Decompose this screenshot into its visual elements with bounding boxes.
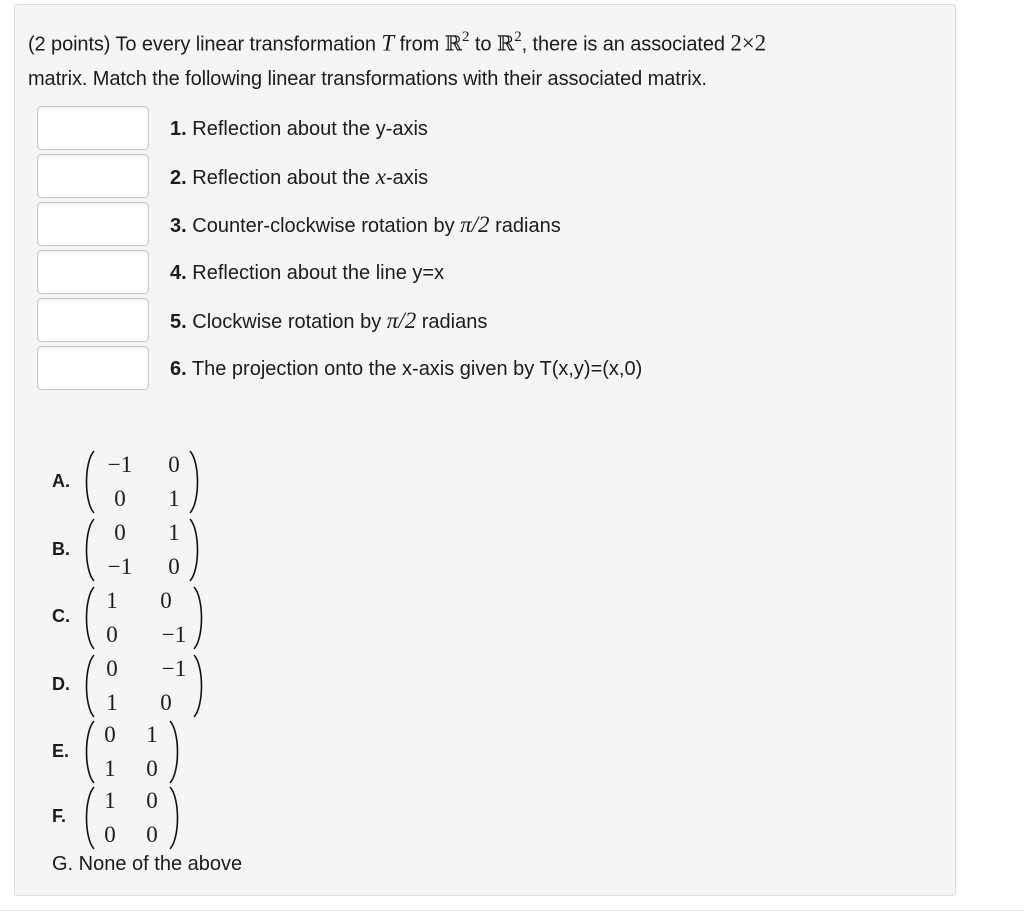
matrix-b-cell-11: 0 [114,520,126,545]
item-math: π/2 [386,308,417,333]
matrix-e-cell-21: 1 [104,756,116,781]
question-text-part-2: , there is an associated [521,33,725,56]
matrix-c-cell-22: −1 [161,622,187,647]
symbol-R-to: ℝ [496,31,515,56]
item-2 [170,164,428,191]
answer-input-4[interactable] [37,250,149,294]
item-3 [170,212,561,239]
matrix-b-cell-21: −1 [107,554,133,579]
exponent-from: 2 [462,29,470,45]
option-label-a: A. [52,471,70,491]
matrix-f-cell-22: 0 [146,822,158,847]
option-none-of-the-above: G. None of the above [52,853,243,875]
answer-input-2[interactable] [37,154,149,198]
matrix-e-cell-12: 1 [146,722,158,747]
question-text [28,22,928,96]
item-text: Reflection about the y-axis [192,118,428,140]
item-number: 3. [170,215,187,237]
matrix-e-cell-11: 0 [104,722,116,747]
item-math: π/2 [460,212,490,237]
matrix-f-cell-11: 1 [104,788,116,813]
symbol-R-from: ℝ [444,31,463,56]
page-divider [0,910,1024,911]
item-number: 6. [170,358,187,380]
matrix-d-cell-21: 1 [106,690,118,715]
matrix-b-cell-22: 0 [168,554,180,579]
item-text: The projection onto the x-axis given by T(x,y)=(x,0) [191,358,643,380]
item-text-pre: Reflection about the [192,167,376,189]
matrix-a-cell-22: 1 [168,486,180,511]
matrix-e-cell-22: 0 [146,756,158,781]
answer-input-6[interactable] [37,346,149,390]
answer-input-3[interactable] [37,202,149,246]
matrix-d-cell-11: 0 [106,656,118,681]
matrix-c-cell-11: 1 [106,588,118,613]
question-text-line-2: matrix. Match the following linear transformations with their associated matrix. [28,67,707,90]
matrix-d-cell-22: 0 [160,690,172,715]
item-text-post: radians [489,215,561,237]
to-word: to [474,33,492,56]
item-6 [170,356,642,382]
option-label-f: F. [52,806,67,826]
answer-input-5[interactable] [37,298,149,342]
matrix-e [82,718,186,786]
matrix-size-rows: 2 [730,30,742,56]
matrix-size-cols: 2 [754,30,767,56]
matrix-a-cell-11: −1 [107,452,133,477]
item-math: x [375,164,386,189]
item-5 [170,308,487,335]
option-label-c: C. [52,606,70,626]
item-number: 5. [170,311,187,333]
option-label-e: E. [52,741,70,761]
option-label-b: B. [52,539,70,559]
matrix-a-cell-21: 0 [114,486,126,511]
item-number: 4. [170,262,187,284]
item-text: Reflection about the line y=x [192,262,445,284]
answer-input-1[interactable] [37,106,149,150]
item-text-post: radians [416,311,488,333]
matrix-b [82,516,206,584]
matrix-b-cell-12: 1 [168,520,180,545]
matrix-f-cell-21: 0 [104,822,116,847]
symbol-T: T [381,30,395,56]
matrix-a-cell-12: 0 [168,452,180,477]
item-4 [170,260,444,286]
item-1 [170,116,428,142]
option-label-d: D. [52,674,70,694]
matrix-d [82,652,206,720]
exponent-to: 2 [514,29,522,45]
from-word: from [399,33,440,56]
item-number: 2. [170,167,187,189]
matrix-f [82,784,186,852]
matrix-c-cell-21: 0 [106,622,118,647]
item-text-post: -axis [385,167,429,189]
times-sign: × [741,30,755,56]
item-text-pre: Clockwise rotation by [192,311,387,333]
matrix-f-cell-12: 0 [146,788,158,813]
points-label: (2 points) [28,33,111,56]
item-number: 1. [170,118,187,140]
matrix-c [82,584,206,652]
matrix-a [82,448,206,516]
matrix-c-cell-12: 0 [160,588,172,613]
question-text-part-1: To every linear transformation [115,33,376,56]
matrix-d-cell-12: −1 [161,656,187,681]
item-text-pre: Counter-clockwise rotation by [192,215,461,237]
